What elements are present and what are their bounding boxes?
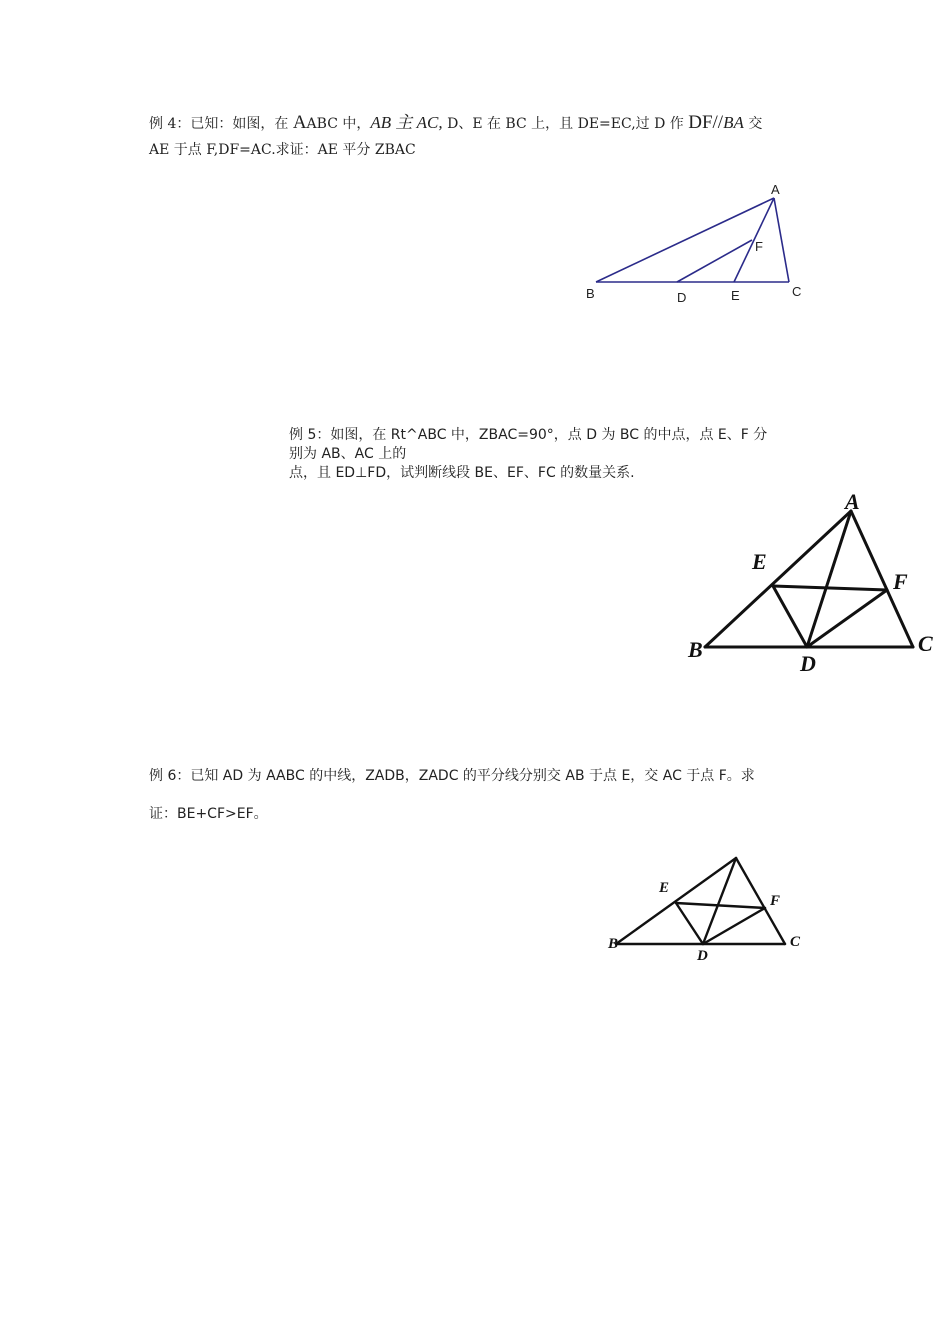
ex6-label-f: F — [770, 893, 781, 909]
ex4-line-1 — [149, 114, 762, 133]
ex4-label-f: F — [755, 239, 763, 254]
ex4-line-2: AE 于点 F,DF=AC.求证：AE 平分 ZBAC — [149, 142, 416, 158]
ex5-line-3: 点，且 ED⊥FD，试判断线段 BE、EF、FC 的数量关系. — [289, 465, 635, 481]
ex6-segment-ed — [676, 903, 703, 944]
ex6-segment-fd — [703, 908, 765, 944]
ex4-label-b: B — [586, 286, 595, 301]
ex4-ba: BA — [723, 113, 744, 132]
ex5-label-b: B — [688, 637, 703, 662]
ex5-figure — [684, 485, 939, 680]
ex4-df: DF// — [688, 112, 724, 133]
ex6-line-2: 证：BE+CF>EF。 — [149, 806, 268, 822]
ex4-prefix: 例 4：已知：如图，在 — [149, 116, 293, 132]
ex6-label-d: D — [697, 948, 708, 964]
ex5-label-d: D — [800, 651, 816, 676]
ex4-end: 交 — [743, 116, 763, 132]
ex4-abc: ABC 中， — [306, 116, 371, 132]
ex6-label-c: C — [790, 934, 801, 950]
ex4-segment-df — [677, 240, 752, 282]
ex6-segment-ba — [616, 858, 736, 944]
ex4-label-e: E — [731, 288, 740, 303]
ex6-label-b: B — [608, 936, 619, 952]
ex4-neq: 主 — [391, 113, 417, 132]
ex5-label-f: F — [893, 569, 908, 594]
ex6-figure — [604, 850, 814, 970]
ex4-label-a: A — [771, 182, 780, 197]
ex4-label-d: D — [677, 290, 687, 305]
ex5-label-c: C — [918, 631, 933, 656]
ex5-segment-ef — [773, 586, 887, 590]
ex4-segment-ac — [774, 198, 789, 282]
ex5-label-a: A — [845, 489, 860, 514]
ex5-segment-ed — [773, 586, 807, 647]
ex4-segment-ba — [596, 198, 774, 282]
ex4-ac: AC, — [416, 113, 443, 132]
ex5-label-e: E — [752, 549, 767, 574]
ex5-segment-fd — [807, 590, 887, 647]
ex4-segment-ae — [734, 198, 774, 282]
ex4-figure — [580, 178, 810, 308]
ex6-line-1: 例 6：已知 AD 为 AABC 的中线，ZADB，ZADC 的平分线分别交 AB 于点 E，交 AC 于点 F。求 — [149, 768, 755, 784]
ex4-ab: AB — [370, 113, 392, 132]
ex6-segment-ef — [676, 903, 765, 908]
ex6-label-e: E — [659, 880, 670, 896]
ex4-label-c: C — [792, 284, 802, 299]
ex4-triangle-symbol: A — [292, 112, 307, 133]
ex5-line-2: 别为 AB、AC 上的 — [289, 446, 407, 462]
ex4-mid: D、E 在 BC 上，且 DE=EC,过 D 作 — [442, 116, 689, 132]
ex5-line-1: 例 5：如图，在 Rt^ABC 中，ZBAC=90°，点 D 为 BC 的中点，点 E、F 分 — [289, 427, 768, 443]
